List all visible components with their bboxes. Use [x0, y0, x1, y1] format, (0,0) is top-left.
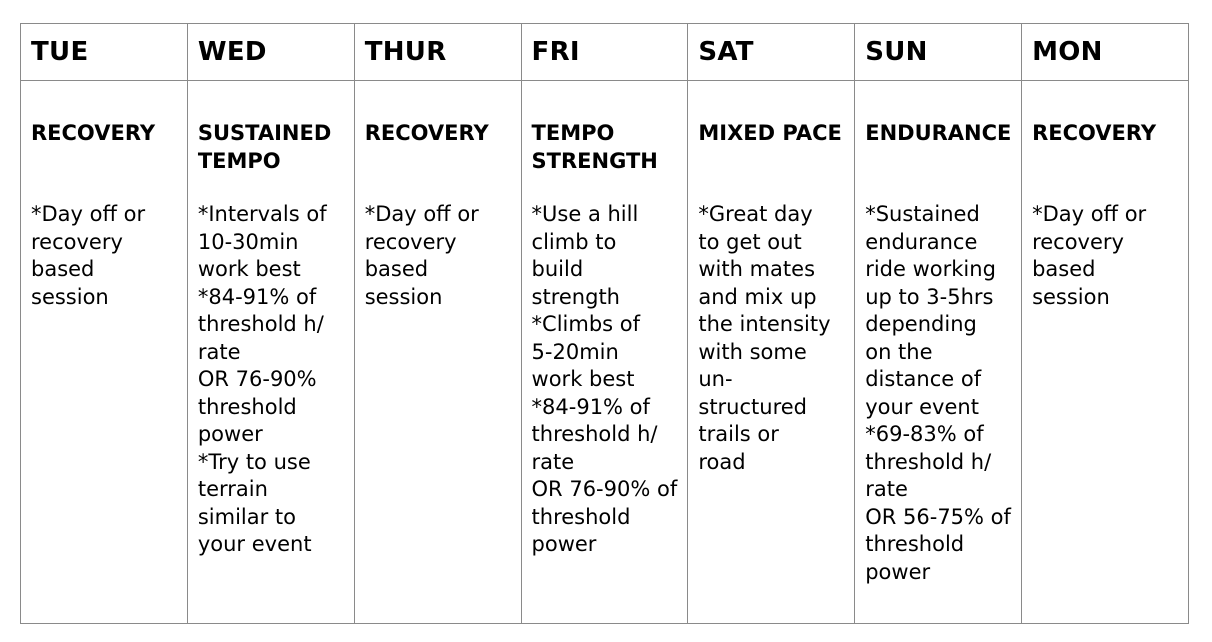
weekly-training-schedule [20, 23, 1189, 624]
session-notes: *Intervals of 10-30min work best *84-91% of threshold h/ rate OR 76-90% threshold power *Try to use terrain similar to your event [197, 202, 327, 556]
day-header-wed: WED [187, 24, 354, 81]
session-notes: *Day off or recovery based session [364, 202, 479, 309]
session-cell-tue [21, 81, 188, 624]
session-cell-thur [354, 81, 521, 624]
session-notes: *Use a hill climb to build strength *Climbs of 5-20min work best *84-91% of threshold h/ rate OR 76-90% of threshold power [531, 202, 678, 556]
session-cell-fri [521, 81, 688, 624]
day-header-tue: TUE [21, 24, 188, 81]
day-header-row [21, 24, 1189, 81]
session-title: ENDURANCE [865, 121, 1012, 145]
day-header-thur: THUR [354, 24, 521, 81]
session-title: TEMPO STRENGTH [531, 121, 658, 173]
session-notes: *Sustained endurance ride working up to 3-5hrs depending on the distance of your event *69-83% of threshold h/ rate OR 56-75% of threshold power [865, 202, 1011, 584]
session-cell-wed [187, 81, 354, 624]
session-title: SUSTAINED TEMPO [197, 121, 332, 173]
day-header-sun: SUN [855, 24, 1022, 81]
session-row [21, 81, 1189, 624]
session-title: RECOVERY [1032, 121, 1157, 145]
session-cell-sat [688, 81, 855, 624]
session-cell-sun [855, 81, 1022, 624]
day-header-mon: MON [1022, 24, 1189, 81]
session-title: MIXED PACE [698, 121, 842, 145]
session-cell-mon [1022, 81, 1189, 624]
session-title: RECOVERY [31, 121, 156, 145]
day-header-fri: FRI [521, 24, 688, 81]
session-title: RECOVERY [364, 121, 489, 145]
day-header-sat: SAT [688, 24, 855, 81]
session-notes: *Great day to get out with mates and mix up the intensity with some un- structured trails or road [698, 202, 831, 474]
session-notes: *Day off or recovery based session [1032, 202, 1147, 309]
session-notes: *Day off or recovery based session [31, 202, 146, 309]
